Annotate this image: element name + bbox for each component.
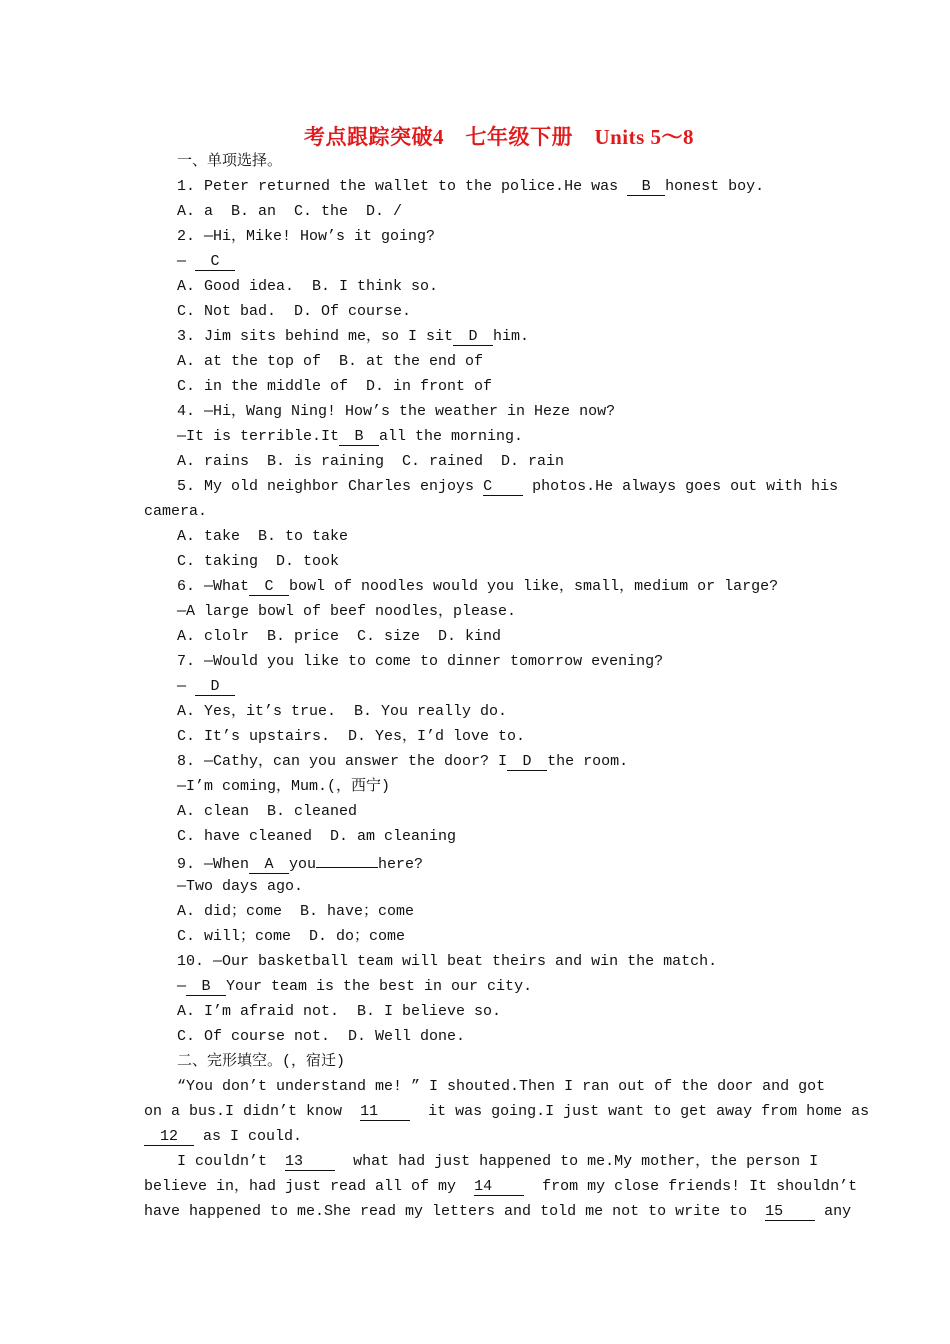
question-1-options: A. a B. an C. the D. / (177, 203, 403, 220)
question-2-options-a-b: A. Good idea. B. I think so. (177, 278, 439, 295)
passage-text: as I could. (194, 1128, 303, 1145)
answer-blank: C (195, 253, 235, 271)
question-text: here? (378, 856, 424, 873)
question-6-response: —A large bowl of beef noodles，please. (177, 603, 517, 620)
question-text: photos.He always goes out with his (532, 478, 839, 495)
question-text: him. (493, 328, 530, 345)
question-text: 9. —When (177, 856, 250, 873)
empty-blank (316, 852, 378, 868)
cloze-blank-15: 15 (765, 1203, 815, 1221)
question-6 (177, 577, 778, 597)
answer-blank: B (627, 178, 665, 196)
question-text: — (177, 253, 196, 270)
passage-text: believe in，had just read all of my (144, 1178, 466, 1195)
answer-blank: D (453, 328, 493, 346)
question-2-response (177, 252, 235, 272)
question-9 (177, 852, 423, 872)
passage-text: any (824, 1203, 852, 1220)
passage-text: I couldn’t (177, 1153, 277, 1170)
question-2-options-c-d: C. Not bad. D. Of course. (177, 303, 412, 320)
passage-text: what had just happened to me.My mother，the person I (344, 1153, 819, 1170)
question-2: 2. —Hi，Mike! How’s it going? (177, 228, 436, 245)
question-3-options-c-d: C. in the middle of D. in front of (177, 378, 493, 395)
question-9-options-a-b: A. did；come B. have；come (177, 903, 415, 920)
question-8-options-a-b: A. clean B. cleaned (177, 803, 358, 820)
question-5 (177, 477, 839, 497)
question-5-options-a-b: A. take B. to take (177, 528, 349, 545)
cloze-paragraph-1-line-3 (144, 1127, 302, 1147)
question-text: 5. My old neighbor Charles enjoys (177, 478, 475, 495)
question-text: —It is terrible.It (177, 428, 340, 445)
cloze-blank-11: 11 (360, 1103, 410, 1121)
passage-text: it was going.I just want to get away from home as (419, 1103, 870, 1120)
question-6-options: A. clolr B. price C. size D. kind (177, 628, 502, 645)
question-text: 3. Jim sits behind me，so I sit (177, 328, 454, 345)
question-text: Your team is the best in our city. (226, 978, 533, 995)
cloze-paragraph-2-line-1 (177, 1152, 819, 1172)
question-text: honest boy. (665, 178, 765, 195)
section-heading-single-choice: 一、单项选择。 (177, 153, 283, 170)
passage-text: from my close friends! It shouldn’t (533, 1178, 858, 1195)
passage-text: on a bus.I didn’t know (144, 1103, 352, 1120)
question-7-options-c-d: C. It’s upstairs. D. Yes，I’d love to. (177, 728, 526, 745)
question-1 (177, 177, 764, 197)
answer-blank: A (249, 856, 289, 874)
answer-blank: C (483, 478, 523, 496)
answer-blank: B (186, 978, 226, 996)
answer-blank: D (195, 678, 235, 696)
answer-blank: C (249, 578, 289, 596)
question-text: 1. Peter returned the wallet to the police.He was (177, 178, 628, 195)
question-text: 8. —Cathy，can you answer the door? I (177, 753, 508, 770)
question-4-response (177, 427, 523, 447)
cloze-paragraph-2-line-3 (144, 1202, 852, 1222)
question-5-continuation: camera. (144, 503, 208, 520)
question-8 (177, 752, 628, 772)
cloze-blank-13: 13 (285, 1153, 335, 1171)
cloze-paragraph-2-line-2 (144, 1177, 858, 1197)
question-text: the room. (547, 753, 629, 770)
question-text: — (177, 678, 196, 695)
passage-text: have happened to me.She read my letters and told me not to write to (144, 1203, 757, 1220)
cloze-blank-14: 14 (474, 1178, 524, 1196)
cloze-paragraph-1-line-1: “You don’t understand me! ” I shouted.Then I ran out of the door and got (177, 1078, 826, 1095)
section-heading-cloze: 二、完形填空。(，宿迁) (177, 1053, 346, 1070)
question-8-response: —I’m coming，Mum.(，西宁) (177, 778, 391, 795)
cloze-paragraph-1-line-2 (144, 1102, 870, 1122)
question-7-options-a-b: A. Yes，it’s true. B. You really do. (177, 703, 508, 720)
question-9-options-c-d: C. will；come D. do；come (177, 928, 406, 945)
question-10: 10. —Our basketball team will beat theirs and win the match. (177, 953, 718, 970)
cloze-blank-12: 12 (144, 1128, 194, 1146)
question-4-options: A. rains B. is raining C. rained D. rain (177, 453, 565, 470)
question-4: 4. —Hi，Wang Ning! How’s the weather in Heze now? (177, 403, 616, 420)
question-text: you (289, 856, 317, 873)
question-text: 6. —What (177, 578, 250, 595)
answer-blank: D (507, 753, 547, 771)
question-text: — (177, 978, 187, 995)
answer-blank: B (339, 428, 379, 446)
question-3 (177, 327, 529, 347)
question-10-options-c-d: C. Of course not. D. Well done. (177, 1028, 466, 1045)
question-3-options-a-b: A. at the top of B. at the end of (177, 353, 484, 370)
question-9-response: —Two days ago. (177, 878, 304, 895)
question-text: bowl of noodles would you like，small，medium or large? (289, 578, 779, 595)
question-8-options-c-d: C. have cleaned D. am cleaning (177, 828, 457, 845)
question-5-options-c-d: C. taking D. took (177, 553, 340, 570)
question-7-response (177, 677, 235, 697)
page-title: 考点跟踪突破4 七年级下册 Units 5～8 (303, 125, 695, 149)
question-text: all the morning. (379, 428, 524, 445)
question-10-response (177, 977, 532, 997)
question-10-options-a-b: A. I’m afraid not. B. I believe so. (177, 1003, 502, 1020)
question-7: 7. —Would you like to come to dinner tomorrow evening? (177, 653, 664, 670)
